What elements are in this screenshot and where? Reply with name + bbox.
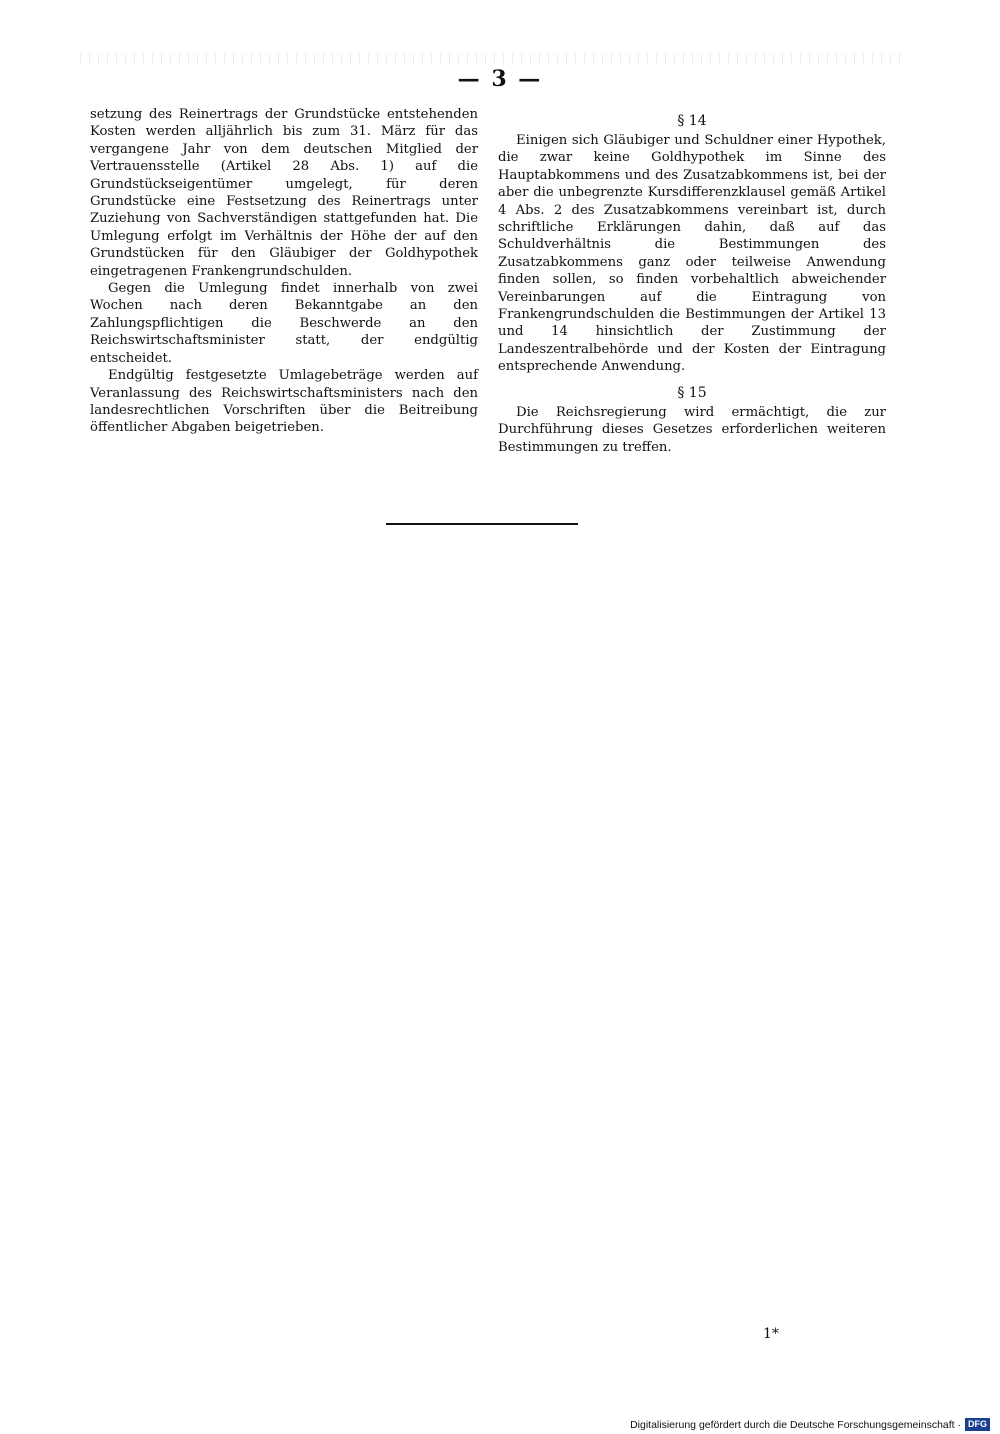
digitization-footer (630, 1418, 990, 1431)
page-number: — 3 — (457, 66, 543, 92)
paragraph-cost-allocation: setzung des Reinertrags der Grundstücke entstehenden Kosten werden alljährlich bis zum 31. März für das vergangene Jahr von dem deutschen Mitglied der Vertrauensstelle (Artikel 28 Abs. 1) auf die Grundstückseigentümer umgelegt, für deren Grundstücke eine Festsetzung des Reinertrags unter Zuziehung von Sachverständigen stattgefunden hat. Die Umlegung erfolgt im Verhältnis der Höhe der auf den Grundstücken für den Gläubiger der Goldhypothek eingetragenen Frankengrundschulden. (90, 107, 478, 279)
signature-mark: 1* (763, 1326, 779, 1342)
section-14-heading: § 14 (677, 113, 707, 129)
section-15-text: Die Reichsregierung wird ermächtigt, die zur Durchführung dieses Gesetzes erforderlichen weiteren Bestimmungen zu treffen. (498, 404, 886, 455)
scan-artifact-strip (80, 54, 900, 64)
paragraph-complaint: Gegen die Umlegung findet innerhalb von zwei Wochen nach deren Bekanntgabe an den Zahlungspflichtigen die Beschwerde an den Reichswirtschaftsminister statt, der endgültig entscheidet. (90, 281, 478, 366)
paragraph-collection: Endgültig festgesetzte Umlagebeträge werden auf Veranlassung des Reichswirtschaftsministers nach den landesrechtlichen Vorschriften über die Beitreibung öffentlicher Abgaben beigetrieben. (90, 368, 478, 436)
dfg-logo-icon: DFG (965, 1418, 990, 1431)
right-column (498, 106, 886, 456)
section-14-text: Einigen sich Gläubiger und Schuldner einer Hypothek, die zwar keine Goldhypothek im Sinne des Hauptabkommens und des Zusatzabkommens ist, bei der aber die unbegrenzte Kursdifferenzklausel gemäß Artikel 4 Abs. 2 des Zusatzabkommens vereinbart ist, durch schriftliche Erklärungen dahin, daß auf das Schuldverhältnis die Bestimmungen des Zusatzabkommens ganz oder teilweise Anwendung finden sollen, so finden vorbehaltlich abweichender Vereinbarungen auf die Eintragung von Frankengrundschulden die Bestimmungen der Artikel 13 und 14 hinsichtlich der Zustimmung der Landeszentralbehörde und der Kosten der Eintragung entsprechende Anwendung. (498, 133, 886, 375)
left-column (90, 106, 478, 437)
footer-credit-text: Digitalisierung gefördert durch die Deutsche Forschungsgemeinschaft · (630, 1418, 961, 1431)
section-15-heading: § 15 (677, 384, 707, 401)
end-divider-rule (386, 523, 578, 525)
